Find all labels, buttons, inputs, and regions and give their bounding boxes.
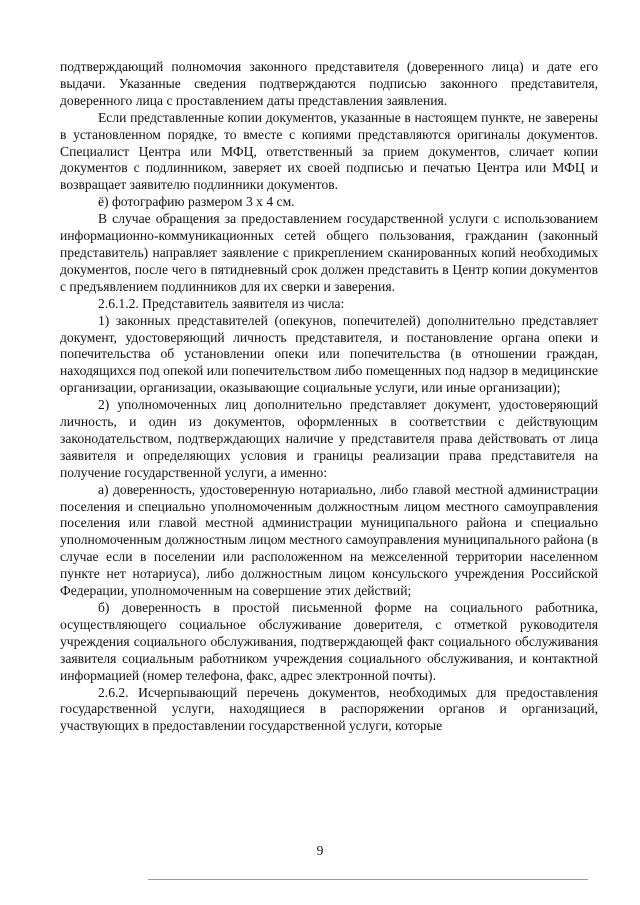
document-body <box>60 59 598 735</box>
paragraph-photo: ё) фотографию размером 3 х 4 см. <box>98 194 295 210</box>
paragraph-continuation: подтверждающий полномочия законного представителя (доверенного лица) и дате его выдачи. Указанные сведения подтверждаются подписью законного представителя, доверенного лица с проставлением даты представления заявления. <box>60 59 598 108</box>
paragraph-electronic-request: В случае обращения за предоставлением государственной услуги с использованием информационно-коммуникационных сетей общего пользования, гражданин (законный представитель) направляет заявление с прикреплением сканированных копий необходимых документов, после чего в пятидневный срок должен представить в Центр копии документов с предъявлением подлинников для их сверки и заверения. <box>60 211 598 294</box>
page-number: 9 <box>316 843 324 858</box>
paragraph-2-6-1-2: 2.6.1.2. Представитель заявителя из числа: <box>98 295 345 311</box>
paragraph-item-b: б) доверенность в простой письменной форме на социального работника, осуществляющего социальное обслуживание доверителя, с отметкой руководителя учреждения социального обслуживания, подтверждающей факт социального обслуживания заявителя социальным работником учреждения социального обслуживания, и контактной информацией (номер телефона, факс, адрес электронной почты). <box>60 600 598 683</box>
paragraph-item-1: 1) законных представителей (опекунов, попечителей) дополнительно представляет документ, удостоверяющий личность представителя, и постановление органа опеки и попечительства об установлении опеки или попечительства (в отношении граждан, находящихся под опекой или попечительством либо помещенных под надзор в медицинские организации, организации, оказывающие социальные услуги, или иные организации); <box>60 312 598 396</box>
paragraph-item-2: 2) уполномоченных лиц дополнительно представляет документ, удостоверяющий личность, и один из документов, оформленных в соответствии с действующим законодательством, подтверждающих наличие у представителя права действовать от лица заявителя и определяющих условия и границы реализации права представителя на получение государственной услуги, а именно: <box>60 397 598 480</box>
paragraph-2-6-2: 2.6.2. Исчерпывающий перечень документов, необходимых для предоставления государственной услуги, находящиеся в распоряжении органов и организаций, участвующих в предоставлении государственной услуги, которые <box>60 684 598 734</box>
paragraph-item-a: а) доверенность, удостоверенную нотариально, либо главой местной администрации поселения и специально уполномоченным должностным лицом местного самоуправления поселения или главой местной администрации муниципального района и специально уполномоченным должностным лицом местного самоуправления муниципального района (в случае если в поселении или расположенном на межселенной территории населенном пункте нет нотариуса), либо должностным лицом консульского учреждения Российской Федерации, уполномоченным на совершение этих действий; <box>60 481 598 599</box>
paragraph-copies-verification: Если представленные копии документов, указанные в настоящем пункте, не заверены в установленном порядке, то вместе с копиями представляются оригиналы документов. Специалист Центра или МФЦ, ответственный за прием документов, сличает копии документов с подлинником, заверяет их своей подписью и печатью Центра или МФЦ и возвращает заявителю подлинники документов. <box>60 109 598 193</box>
footer-divider <box>148 879 588 880</box>
